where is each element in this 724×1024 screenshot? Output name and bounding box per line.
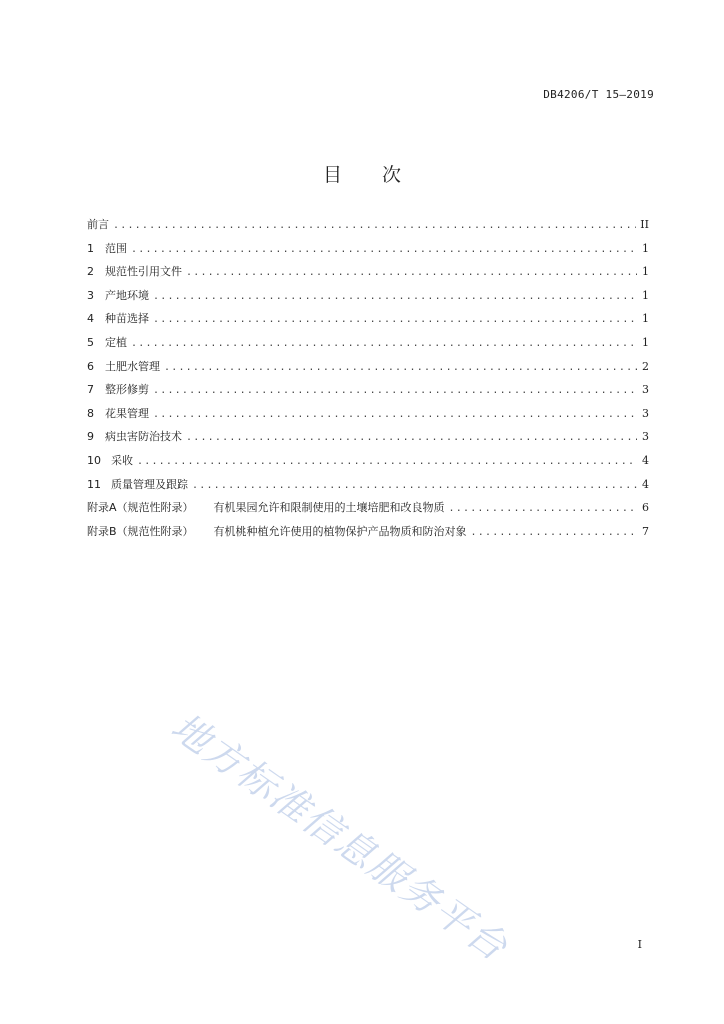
toc-entry-9[interactable] — [87, 428, 649, 452]
page-number: I — [637, 938, 642, 951]
toc-leader-dots — [153, 314, 637, 325]
toc-entry-page: 3 — [642, 406, 649, 420]
toc-entry-number: 3 — [87, 288, 94, 302]
toc-entry-page: 3 — [642, 383, 649, 397]
toc-entry-2[interactable] — [87, 263, 649, 287]
appendix-tag: 附录B（规范性附录） — [87, 524, 194, 538]
toc-entry-page: 3 — [642, 430, 649, 444]
toc-leader-dots — [153, 385, 637, 396]
toc-leader-dots — [153, 291, 637, 302]
toc-entry-page: 1 — [642, 288, 649, 302]
toc-entry-appendix-a[interactable] — [87, 499, 649, 523]
toc-entry-10[interactable] — [87, 452, 649, 476]
toc-entry-6[interactable] — [87, 358, 649, 382]
toc-leader-dots — [449, 503, 637, 514]
toc-entry-title: 病虫害防治技术 — [105, 430, 182, 444]
toc-entry-title: 花果管理 — [105, 406, 149, 420]
toc-leader-dots — [164, 362, 637, 373]
toc-leader-dots — [137, 456, 637, 467]
toc-entry-page: 4 — [642, 477, 649, 491]
toc-entry-appendix-b[interactable] — [87, 523, 649, 547]
toc-entry-number: 10 — [87, 453, 101, 467]
toc-entry-title: 规范性引用文件 — [105, 265, 182, 279]
toc-entry-number: 4 — [87, 312, 94, 326]
toc-entry-number: 11 — [87, 477, 101, 491]
toc-entry-title: 产地环境 — [105, 288, 149, 302]
toc-entry-number: 2 — [87, 265, 94, 279]
toc-entry-number: 1 — [87, 241, 94, 255]
toc-entry-number: 9 — [87, 430, 94, 444]
toc-leader-dots — [192, 480, 637, 491]
toc-entry-page: 4 — [642, 453, 649, 467]
toc-entry-title: 前言 — [87, 218, 109, 231]
toc-entry-foreword[interactable] — [87, 216, 649, 240]
toc-entry-8[interactable] — [87, 405, 649, 429]
toc-entry-title: 种苗选择 — [105, 312, 149, 326]
toc-entry-3[interactable] — [87, 287, 649, 311]
toc-leader-dots — [186, 432, 637, 443]
toc-title-char-2: 次 — [382, 164, 402, 186]
toc-entry-number: 7 — [87, 383, 94, 397]
toc-entry-number: 5 — [87, 335, 94, 349]
toc-entry-11[interactable] — [87, 476, 649, 500]
toc-entry-title: 范围 — [105, 241, 127, 255]
toc-entry-title: 土肥水管理 — [105, 359, 160, 373]
toc-leader-dots — [471, 527, 637, 538]
toc-leader-dots — [131, 338, 637, 349]
toc-entry-number: 6 — [87, 359, 94, 373]
toc-leader-dots — [153, 409, 637, 420]
document-code: DB4206/T 15—2019 — [543, 88, 654, 101]
toc-entry-title: 有机果园允许和限制使用的土壤培肥和改良物质 — [213, 501, 445, 515]
toc-leader-dots — [113, 220, 636, 231]
toc-entry-page: 1 — [642, 335, 649, 349]
watermark-text: 地方标准信息服务平台 — [163, 704, 517, 970]
toc-entry-page: 7 — [642, 524, 649, 538]
toc-entry-page: 6 — [642, 501, 649, 515]
toc-entry-title: 定植 — [105, 335, 127, 349]
toc-entry-number: 8 — [87, 406, 94, 420]
appendix-tag: 附录A（规范性附录） — [87, 501, 194, 515]
toc-title-char-1: 目 — [322, 164, 342, 186]
toc-entry-4[interactable] — [87, 310, 649, 334]
toc-entry-7[interactable] — [87, 381, 649, 405]
table-of-contents — [87, 216, 649, 546]
toc-entry-title: 有机桃种植允许使用的植物保护产品物质和防治对象 — [213, 524, 467, 538]
toc-leader-dots — [186, 267, 637, 278]
toc-entry-page: 1 — [642, 265, 649, 279]
toc-entry-title: 采收 — [111, 453, 133, 467]
toc-title — [0, 160, 724, 187]
toc-entry-page: 1 — [642, 312, 649, 326]
toc-entry-page: II — [640, 218, 649, 231]
toc-entry-page: 2 — [642, 359, 649, 373]
toc-entry-title: 质量管理及跟踪 — [111, 477, 188, 491]
toc-entry-1[interactable] — [87, 240, 649, 264]
toc-entry-title: 整形修剪 — [105, 383, 149, 397]
toc-leader-dots — [131, 244, 637, 255]
toc-entry-5[interactable] — [87, 334, 649, 358]
toc-entry-page: 1 — [642, 241, 649, 255]
